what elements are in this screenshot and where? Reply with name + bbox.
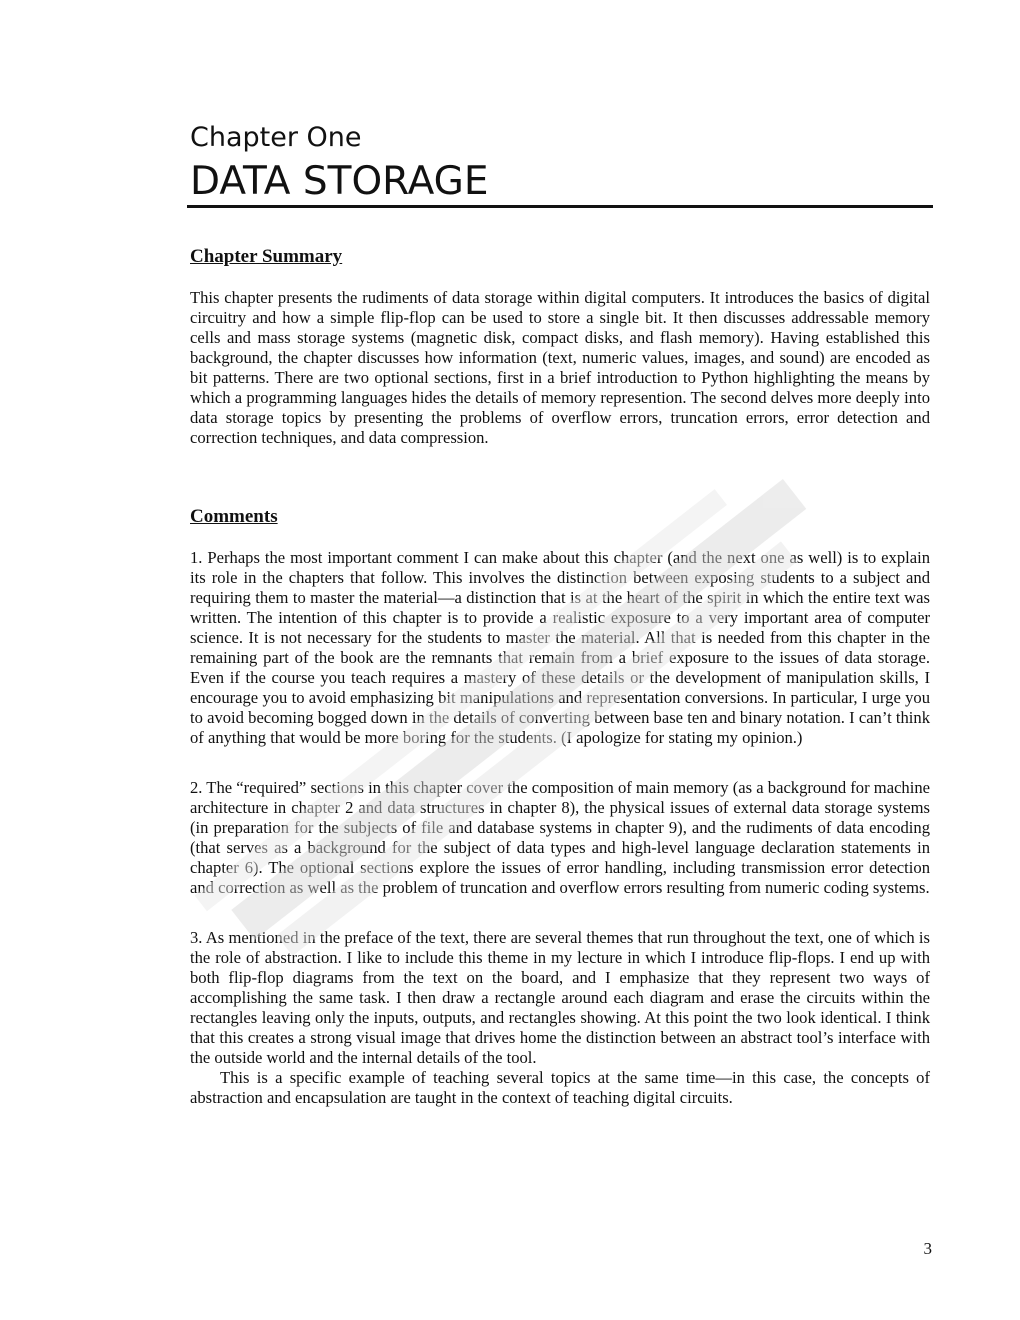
comment-3-continuation: This is a specific example of teaching several topics at the same time—in this case, the concepts of abstraction and encapsulation are taught in the context of teaching digital circuits.: [190, 1068, 930, 1107]
comments-heading: Comments: [190, 506, 278, 527]
comment-3: [190, 928, 930, 1108]
comment-1-text: 1. Perhaps the most important comment I can make about this chapter (and the next one as well) is to explain its role in the chapters that follow. This involves the distinction between exposing students to a subject and requiring them to master the material—a distinction that is at the heart of the spirit in which the entire text was written. The intention of this chapter is to provide a realistic exposure to a very important area of computer science. It is not necessary for the students to master the material. All that is needed from this chapter in the remaining part of the book are the remnants that remain from a brief exposure to the issues of data storage. Even if the course you teach requires a mastery of these details or the development of manipulation skills, I encourage you to avoid emphasizing bit manipulations and representation conversions. In particular, I urge you to avoid becoming bogged down in the details of converting between base ten and binary notation. I can’t think of anything that would be more boring for the students. (I apologize for stating my opinion.): [190, 548, 930, 747]
summary-paragraph: This chapter presents the rudiments of data storage within digital computers. It introduces the basics of digital circuitry and how a simple flip-flop can be used to store a single bit. It then discusses addressable memory cells and mass storage systems (magnetic disk, compact disks, and flash memory). Having established this background, the chapter discusses how information (text, numeric values, images, and sound) are encoded as bit patterns. There are two optional sections, first in a brief introduction to Python highlighting the means by which a programming languages hides the details of memory represention. The second delves more deeply into data storage topics by presenting the problems of overflow errors, truncation errors, error detection and correction techniques, and data compression.: [190, 288, 930, 447]
page-number: 3: [923, 1239, 932, 1258]
title-divider: [187, 205, 933, 208]
chapter-summary-text: [190, 288, 930, 448]
chapter-title: DATA STORAGE: [190, 159, 489, 204]
comment-2: [190, 778, 930, 898]
comment-2-text: 2. The “required” sections in this chapter cover the composition of main memory (as a background for machine architecture in chapter 2 and data structures in chapter 8), the physical issues of external data storage systems (in preparation for the subjects of file and database systems in chapter 9), and the rudiments of data encoding (that serves as a background for the subject of data types and high-level language declaration statements in chapter 6). The optional sections explore the issues of error handling, including transmission error detection and correction as well as the problem of truncation and overflow errors resulting from numeric coding systems.: [190, 778, 930, 897]
comment-3-text: 3. As mentioned in the preface of the text, there are several themes that run throughout the text, one of which is the role of abstraction. I like to include this theme in my lecture in which I introduce flip-flops. I end up with both flip-flop diagrams from the text on the board, and I emphasize that they represent two ways of accomplishing the same task. I then draw a rectangle around each diagram and erase the circuits within the rectangles leaving only the inputs, outputs, and rectangles showing. At this point the two look identical. I think that this creates a strong visual image that drives home the distinction between an abstract tool’s interface with the outside world and the internal details of the tool.: [190, 928, 930, 1067]
chapter-label: Chapter One: [190, 122, 362, 153]
chapter-summary-heading: Chapter Summary: [190, 246, 343, 267]
comment-1: [190, 548, 930, 748]
